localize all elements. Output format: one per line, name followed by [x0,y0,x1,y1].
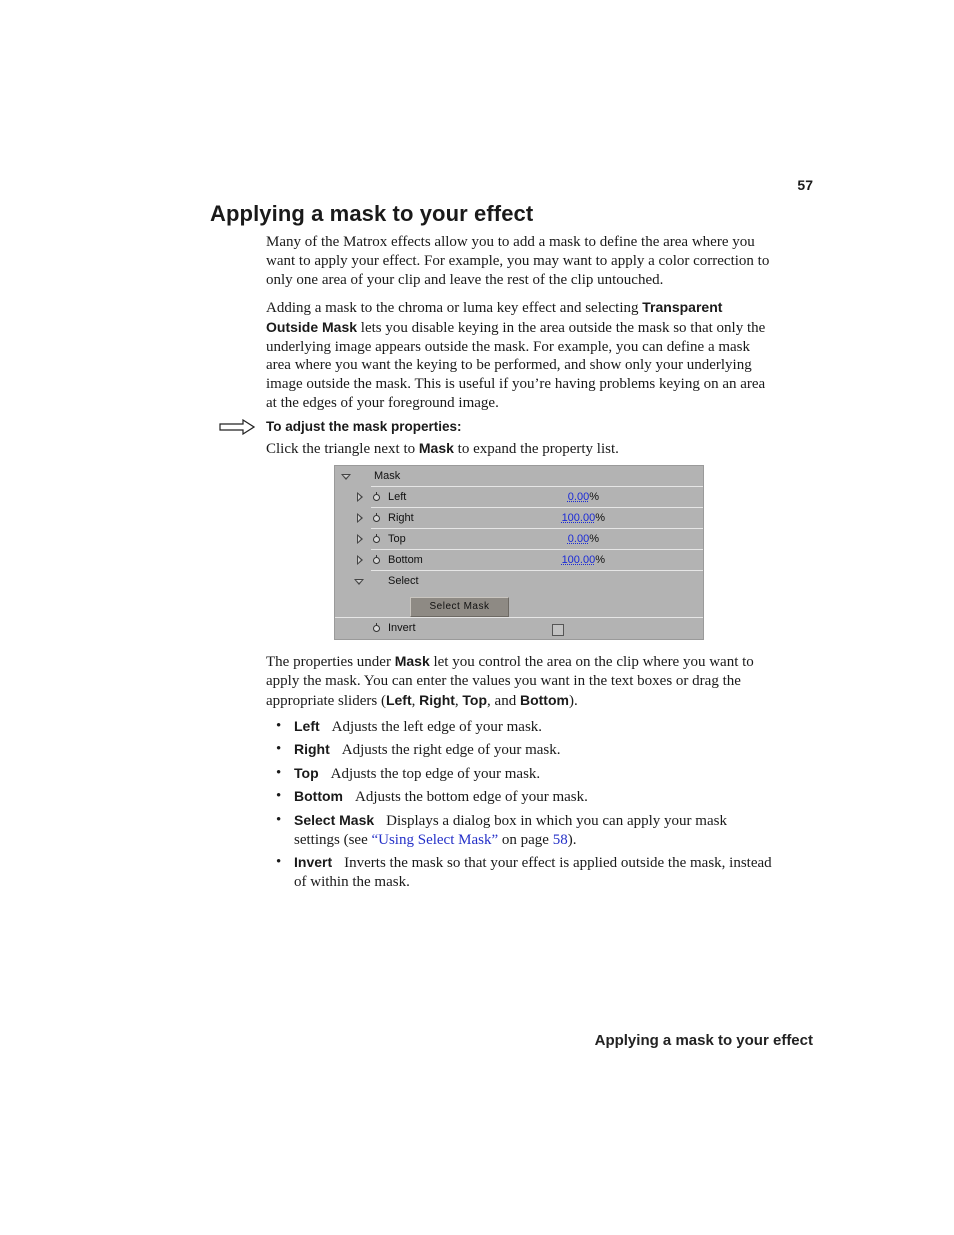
select-group-row[interactable] [335,571,703,592]
value-unit: % [589,533,599,545]
list-item [276,811,776,850]
value-number[interactable]: 100.00 [561,512,596,524]
property-value[interactable] [479,491,599,503]
property-label: Right [388,512,414,524]
mask-row-bottom[interactable] [335,550,703,571]
properties-paragraph [266,652,776,710]
procedure-title: To adjust the mask properties: [266,419,462,434]
mask-row-left[interactable] [335,487,703,508]
keyframe-knob-icon[interactable] [373,515,380,522]
mask-row-right[interactable] [335,508,703,529]
mask-row-invert[interactable] [335,617,703,639]
bullet-term: Select Mask [294,812,375,828]
value-unit: % [589,491,599,503]
value-number[interactable]: 100.00 [561,554,596,566]
mask-property-panel [334,465,704,640]
page-number: 57 [797,177,813,193]
text: The properties under [266,654,395,670]
bold-term: Right [419,691,455,708]
text: , [454,692,463,709]
bullet-desc: Adjusts the bottom edge of your mask. [355,789,588,805]
value-number[interactable]: 0.00 [567,533,590,545]
value-unit: % [595,512,605,524]
bullet-dot: • [276,741,282,757]
right-arrow-icon [219,419,255,435]
text: Click the triangle next to [266,441,419,457]
bullet-desc: Displays a dialog box in which you can apply your mask settings (see [294,813,727,848]
bullet-desc: Adjusts the top edge of your mask. [330,766,541,782]
text: Adding a mask to the chroma or luma key effect and selecting [266,300,643,316]
procedure-step [266,439,776,459]
triangle-right-icon[interactable] [357,534,363,544]
triangle-right-icon[interactable] [357,555,363,565]
list-item [276,764,776,784]
text: to expand the property list. [453,441,619,457]
list-item [276,787,776,807]
list-item [276,853,776,892]
property-value[interactable] [485,512,605,524]
keyframe-knob-icon[interactable] [373,536,380,543]
bullet-dot: • [276,812,282,828]
select-mask-button[interactable]: Select Mask [410,597,509,617]
text: , [411,692,420,709]
property-label: Invert [388,622,416,634]
list-item [276,717,776,737]
value-unit: % [595,554,605,566]
bullet-dot: • [276,854,282,870]
mask-group-row[interactable] [335,466,703,487]
bullet-term: Invert [294,854,333,870]
keyframe-knob-icon[interactable] [373,494,380,501]
triangle-down-icon[interactable] [341,474,351,480]
text: lets you disable keying in the area outside the mask so that only the underlying image appears outside the mask. For example, you can define a mask area where you want the keying to be performed, and show only your underlying image outside the mask. This is useful if you’re having problems keying on an area at the edges of your foreground image. [266,319,766,411]
footer-section-title: Applying a mask to your effect [594,1032,813,1049]
bullet-desc: Adjusts the right edge of your mask. [341,742,561,758]
bullet-term: Left [294,718,320,734]
bold-term: Bottom [519,691,569,708]
triangle-right-icon[interactable] [357,492,363,502]
triangle-right-icon[interactable] [357,513,363,523]
triangle-down-icon[interactable] [354,579,364,585]
mask-row-top[interactable] [335,529,703,550]
text: let you control the area on the clip where you want to apply the mask. You can enter the values you want in the text boxes or drag the appropriate sliders ( [266,654,754,709]
bullet-desc: ). [567,831,577,848]
bullet-term: Top [294,765,319,781]
select-group-label: Select [388,575,419,587]
property-value[interactable] [485,554,605,566]
property-label: Left [388,491,407,503]
value-number[interactable]: 0.00 [567,491,590,503]
property-value[interactable] [479,533,599,545]
text: , and [487,692,520,709]
bold-term: Transparent Outside Mask [266,299,723,335]
text: ). [568,692,578,709]
mask-group-label: Mask [374,470,401,482]
property-label: Top [388,533,406,545]
page-reference-link[interactable]: 58 [552,831,568,848]
bullet-dot: • [276,765,282,781]
bullet-dot: • [276,718,282,734]
bullet-desc: on page [498,831,553,848]
bold-term: Left [385,691,412,708]
section-heading: Applying a mask to your effect [210,201,534,226]
keying-paragraph [266,298,776,413]
keyframe-knob-icon[interactable] [373,625,380,632]
bullet-term: Bottom [294,788,343,804]
keyframe-knob-icon[interactable] [373,557,380,564]
intro-paragraph: Many of the Matrox effects allow you to add a mask to define the area where you want to apply your effect. For example, you may want to apply a color correction to only one area of your clip and leave the rest of the clip untouched. [266,234,770,288]
list-item [276,740,776,760]
invert-checkbox[interactable] [552,624,564,636]
property-label: Bottom [388,554,423,566]
bold-term: Top [462,691,488,708]
bold-term: Mask [394,653,430,669]
bullet-desc: Inverts the mask so that your effect is applied outside the mask, instead of within the mask. [294,855,772,890]
bullet-dot: • [276,788,282,804]
bullet-term: Right [294,741,330,757]
cross-reference-link[interactable]: “Using Select Mask” [371,831,499,848]
bold-term: Mask [418,440,454,456]
bullet-desc: Adjusts the left edge of your mask. [331,719,543,735]
